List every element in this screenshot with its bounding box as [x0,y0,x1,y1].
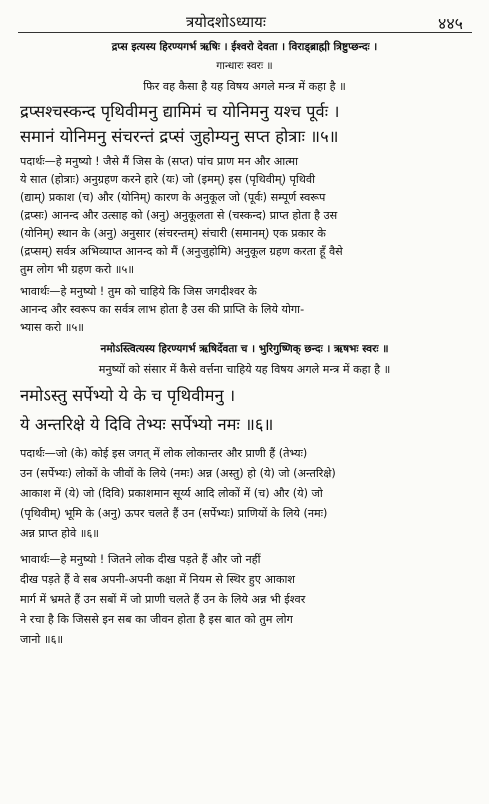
mantra-line: ये अन्तरिक्षे ये दिवि तेभ्यः सर्पेभ्यो नमः ॥६॥ [20,415,274,434]
rishi-devata-line: नमोऽस्त्वित्यस्य हिरण्यगर्भ ऋषिर्देवता च । भुरिगुष्णिक् छन्दः । ऋषभः स्वरः ॥ [100,343,389,355]
mantra-line: नमोऽस्तु सर्पेभ्यो ये के च पृथिवीमनु । [20,386,236,405]
subject-line: फिर वह कैसा है यह विषय अगले मन्त्र में कहा है ॥ [143,80,346,93]
padartha-line: (योनिम्) स्थान के (अनु) अनुसार (संचरन्तम्) संचारी (समानम्) एक प्रकार के [20,227,326,240]
padartha-line: पदार्थः—जो (के) कोई इस जगत् में लोक लोकान्तर और प्राणी हैं (तेभ्यः) [20,447,308,460]
padartha-line: उन (सर्पेभ्यः) लोकों के जीवों के लिये (नमः) अन्न (अस्तु) हो (ये) जो (अन्तरिक्षे) [20,467,336,480]
padartha-line: (द्रप्सः) आनन्द और उत्साह को (अनु) अनुकूलता से (चस्कन्द) प्राप्त होता है उस [20,209,338,222]
mantra-line: समानं योनिमनु संचरन्तं द्रप्सं जुहोम्यनु सप्त होत्राः ॥५॥ [20,127,339,146]
bhavartha-line: मार्ग में भ्रमते हैं उन सबों में जो प्राणी चलते हैं उन के लिये अन्न भी ईश्वर [20,593,306,606]
header-divider [18,32,472,33]
bhavartha-line: ने रचा है कि जिससे इन सब का जीवन होता है इस बात को तुम लोग [20,613,293,626]
mantra-line: द्रप्सश्चस्कन्द पृथिवीमनु द्यामिमं च योनिमनु यश्च पूर्वः । [20,102,340,121]
padartha-line: पदार्थः—हे मनुष्यो ! जैसे मैं जिस के (सप्त) पांच प्राण मन और आत्मा [20,155,298,168]
bhavartha-line: भावार्थः—हे मनुष्यो ! तुम को चाहिये कि जिस जगदीश्वर के [20,285,257,298]
padartha-line: (द्रप्सम्) सर्वत्र अभिव्याप्त आनन्द को मैं (अनुजुहोमि) अनुकूल ग्रहण करता हूँ वैसे [20,245,343,258]
bhavartha-line: जानो ॥६॥ [20,633,64,646]
padartha-line: (द्याम्) प्रकाश (च) और (योनिम्) कारण के अनुकूल जो (पूर्वः) सम्पूर्ण स्वरूप [20,191,326,204]
bhavartha-line: आनन्द और स्वरूप का सर्वत्र लाभ होता है उस की प्राप्ति के लिये योगा- [20,303,305,316]
padartha-line: आकाश में (ये) जो (दिवि) प्रकाशमान सूर्य्य आदि लोकों में (च) और (ये) जो [20,487,323,500]
chapter-title: त्रयोदशोऽध्यायः [186,13,266,31]
bhavartha-line: भावार्थः—हे मनुष्यो ! जितने लोक दीख पड़ते हैं और जो नहीं [20,553,261,566]
page-header [0,6,489,34]
padartha-line: तुम लोग भी ग्रहण करो ॥५॥ [20,263,135,276]
padartha-line: अन्न प्राप्त होवे ॥६॥ [20,527,99,540]
padartha-line: ये सात (होत्राः) अनुग्रहण करने हारे (यः) जो (इमम्) इस (पृथिवीम्) पृथिवी [20,173,316,186]
bhavartha-line: दीख पड़ते हैं वे सब अपनी-अपनी कक्षा में नियम से स्थिर हुए आकाश [20,573,296,586]
padartha-line: (पृथिवीम्) भूमि के (अनु) ऊपर चलते हैं उन (सर्पेभ्यः) प्राणियों के लिये (नमः) [20,507,328,520]
bhavartha-line: भ्यास करो ॥५॥ [20,321,85,334]
svara-line: गान्धारः स्वरः ॥ [216,60,273,72]
page-number: ४४५ [438,14,463,33]
subject-line: मनुष्यों को संसार में कैसे वर्त्तना चाहिये यह विषय अगले मन्त्र में कहा है ॥ [98,363,391,376]
rishi-devata-line: द्रप्स इत्यस्य हिरण्यगर्भ ऋषिः । ईश्वरो देवता । विराड्ब्राह्मी त्रिष्टुप्छन्दः । [111,41,378,53]
